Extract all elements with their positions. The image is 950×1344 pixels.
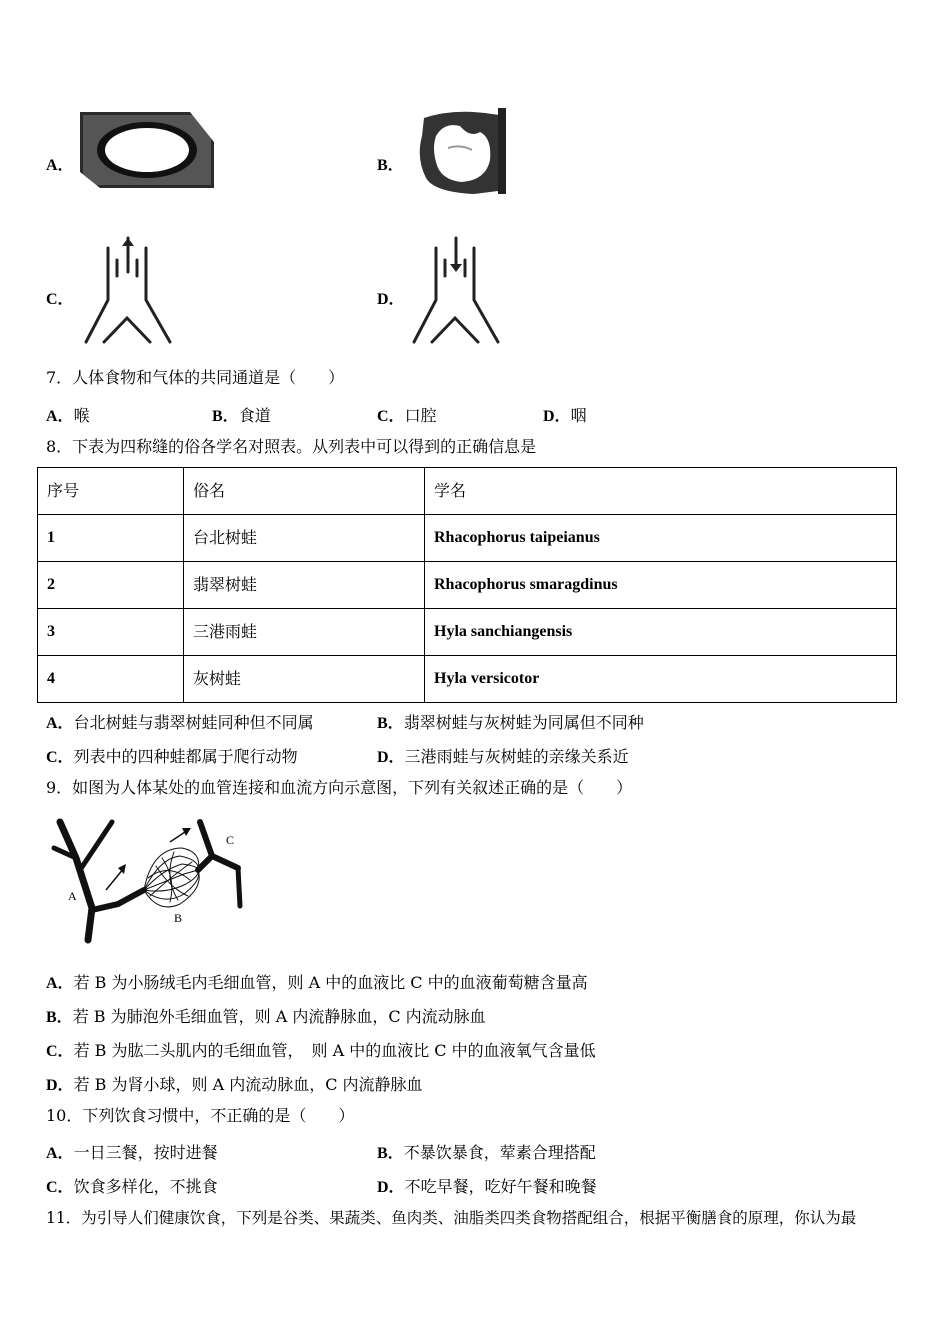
q6-option-a-label: A． (46, 157, 74, 174)
option-label: A． (46, 408, 74, 425)
option-label: A． (46, 715, 74, 732)
table-row (38, 515, 897, 562)
table-cell: 三港雨蛙 (184, 609, 425, 656)
q6-figure-d (410, 238, 502, 350)
option-text: 三港雨蛙与灰树蛙的亲缘关系近 (404, 747, 629, 766)
table-cell: Rhacophorus smaragdinus (425, 562, 897, 609)
q11-stem: 11．为引导人们健康饮食，下列是谷类、果蔬类、鱼肉类、油脂类四类食物搭配组合，根据平衡膳食的原理，你认为最 (46, 1209, 857, 1227)
table-header-row (38, 468, 897, 515)
q10-option-d[interactable] (377, 1174, 597, 1197)
option-text: 若 B 为肺泡外毛细血管，则 A 内流静脉血，C 内流动脉血 (72, 1007, 486, 1026)
table-header: 俗名 (184, 468, 425, 515)
label-c: C (226, 833, 235, 847)
option-label: C． (46, 1043, 74, 1060)
q9-option-b[interactable] (46, 1004, 486, 1027)
table-cell: Rhacophorus taipeianus (425, 515, 897, 562)
table-header: 序号 (38, 468, 184, 515)
q10-option-c[interactable] (46, 1174, 218, 1197)
option-label: D． (46, 1077, 74, 1094)
q9-option-d[interactable] (46, 1072, 423, 1095)
q8-option-a[interactable] (46, 710, 314, 733)
table-cell: 3 (38, 609, 184, 656)
table-header: 学名 (425, 468, 897, 515)
q9-option-c[interactable] (46, 1038, 596, 1061)
option-label: D． (377, 1179, 405, 1196)
table-cell: Hyla versicotor (425, 656, 897, 703)
option-text: 台北树蛙与翡翠树蛙同种但不同属 (73, 713, 314, 732)
q6-option-d-label: D． (377, 291, 405, 308)
label-a: A (68, 889, 77, 903)
q7-stem: 7．人体食物和气体的共同通道是（ ） (46, 368, 345, 387)
option-text: 喉 (73, 406, 90, 425)
label-b: B (174, 911, 183, 925)
blood-vessel-diagram (52, 818, 242, 944)
q9-option-a[interactable] (46, 970, 588, 993)
table-cell: 2 (38, 562, 184, 609)
q6-figure-c (84, 238, 172, 350)
q6-figure-a (80, 112, 214, 188)
table-cell: 灰树蛙 (184, 656, 425, 703)
option-label: B． (212, 408, 239, 425)
option-text: 口腔 (404, 406, 437, 425)
option-label: B． (377, 715, 404, 732)
option-label: B． (46, 1009, 73, 1026)
option-text: 列表中的四种蛙都属于爬行动物 (73, 747, 298, 766)
table-cell: 翡翠树蛙 (184, 562, 425, 609)
q7-option-c[interactable] (377, 403, 437, 426)
q7-option-a[interactable] (46, 403, 90, 426)
option-label: B． (377, 1145, 404, 1162)
frog-names-table (37, 467, 897, 703)
table-row (38, 562, 897, 609)
q10-stem: 10．下列饮食习惯中，不正确的是（ ） (46, 1106, 355, 1125)
q8-stem: 8．下表为四称缝的俗各学名对照表。从列表中可以得到的正确信息是 (46, 437, 537, 456)
table-cell: 1 (38, 515, 184, 562)
q6-option-b-label: B． (377, 157, 404, 174)
q7-option-d[interactable] (543, 403, 587, 426)
option-label: A． (46, 975, 74, 992)
q6-figure-b (414, 108, 506, 194)
option-label: C． (46, 749, 74, 766)
option-text: 咽 (570, 406, 587, 425)
q8-option-b[interactable] (377, 710, 644, 733)
option-text: 一日三餐，按时进餐 (73, 1143, 218, 1162)
table-row (38, 656, 897, 703)
option-text: 不暴饮暴食，荤素合理搭配 (403, 1143, 596, 1162)
option-text: 食道 (238, 406, 271, 425)
q8-option-c[interactable] (46, 744, 298, 767)
option-text: 饮食多样化，不挑食 (73, 1177, 218, 1196)
option-label: D． (543, 408, 571, 425)
table-cell: Hyla sanchiangensis (425, 609, 897, 656)
option-text: 不吃早餐，吃好午餐和晚餐 (404, 1177, 597, 1196)
option-label: A． (46, 1145, 74, 1162)
option-label: C． (46, 1179, 74, 1196)
q10-option-b[interactable] (377, 1140, 596, 1163)
table-cell: 4 (38, 656, 184, 703)
option-label: D． (377, 749, 405, 766)
option-text: 翡翠树蛙与灰树蛙为同属但不同种 (403, 713, 644, 732)
option-text: 若 B 为肱二头肌内的毛细血管， 则 A 中的血液比 C 中的血液氧气含量低 (73, 1041, 596, 1060)
q8-option-d[interactable] (377, 744, 629, 767)
q7-option-b[interactable] (212, 403, 271, 426)
table-row (38, 609, 897, 656)
option-label: C． (377, 408, 405, 425)
q9-stem: 9．如图为人体某处的血管连接和血流方向示意图，下列有关叙述正确的是（ ） (46, 778, 633, 797)
q10-option-a[interactable] (46, 1140, 218, 1163)
table-cell: 台北树蛙 (184, 515, 425, 562)
option-text: 若 B 为肾小球，则 A 内流动脉血，C 内流静脉血 (73, 1075, 423, 1094)
option-text: 若 B 为小肠绒毛内毛细血管，则 A 中的血液比 C 中的血液葡萄糖含量高 (73, 973, 588, 992)
q6-option-c-label: C． (46, 291, 74, 308)
